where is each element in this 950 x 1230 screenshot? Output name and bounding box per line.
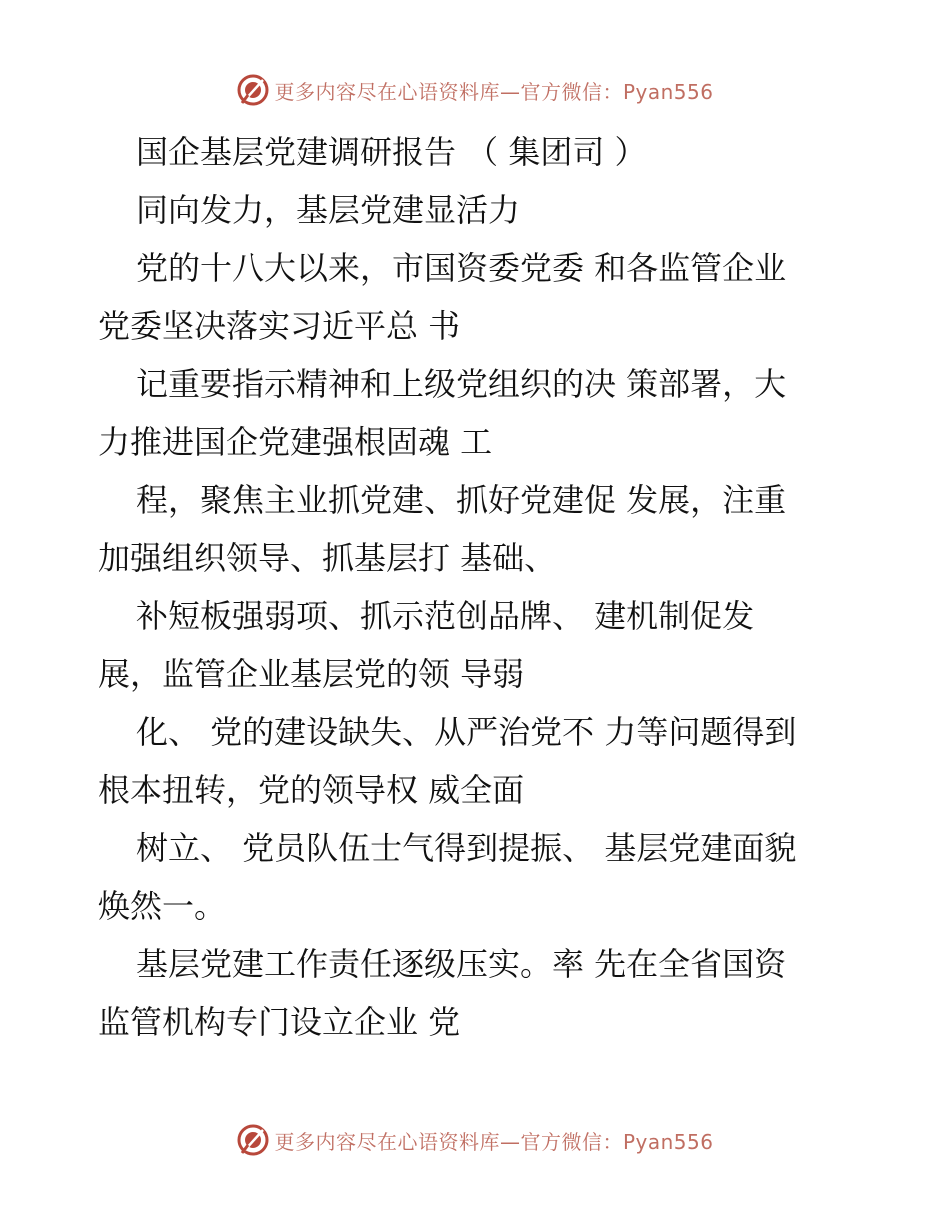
- document-line: 基层党建工作责任逐级压实。率 先在全省国资: [136, 945, 787, 983]
- footer-banner-text: 更多内容尽在心语资料库—官方微信：Pyan556: [274, 1129, 714, 1154]
- document-line: 程，聚焦主业抓党建、抓好党建促 发展，注重: [136, 481, 787, 519]
- document-line: 党的十八大以来，市国资委党委 和各监管企业: [136, 249, 787, 287]
- document-body: [98, 123, 858, 1051]
- logo-icon: [236, 73, 270, 107]
- header-banner: [0, 72, 950, 108]
- document-line: 树立、 党员队伍士气得到提振、 基层党建面貌: [136, 829, 797, 867]
- document-line: 补短板强弱项、抓示范创品牌、 建机制促发: [136, 597, 755, 635]
- document-line: 展，监管企业基层党的领 导弱: [98, 655, 525, 693]
- document-line-title: 国企基层党建调研报告 （ 集团司 ）: [136, 133, 647, 171]
- document-line: 加强组织领导、抓基层打 基础、: [98, 539, 557, 577]
- document-line: 焕然一。: [98, 887, 227, 925]
- header-banner-text: 更多内容尽在心语资料库—官方微信：Pyan556: [274, 79, 714, 104]
- document-line: 化、 党的建设缺失、从严治党不 力等问题得到: [136, 713, 797, 751]
- document-line: 监管机构专门设立企业 党: [98, 1003, 461, 1041]
- footer-banner: [0, 1122, 950, 1158]
- logo-icon: [236, 1123, 270, 1157]
- document-line: 根本扭转，党的领导权 威全面: [98, 771, 525, 809]
- document-line-subtitle: 同向发力，基层党建显活力: [136, 191, 521, 229]
- document-line: 党委坚决落实习近平总 书: [98, 307, 461, 345]
- document-line: 力推进国企党建强根固魂 工: [98, 423, 493, 461]
- document-line: 记重要指示精神和上级党组织的决 策部署，大: [136, 365, 787, 403]
